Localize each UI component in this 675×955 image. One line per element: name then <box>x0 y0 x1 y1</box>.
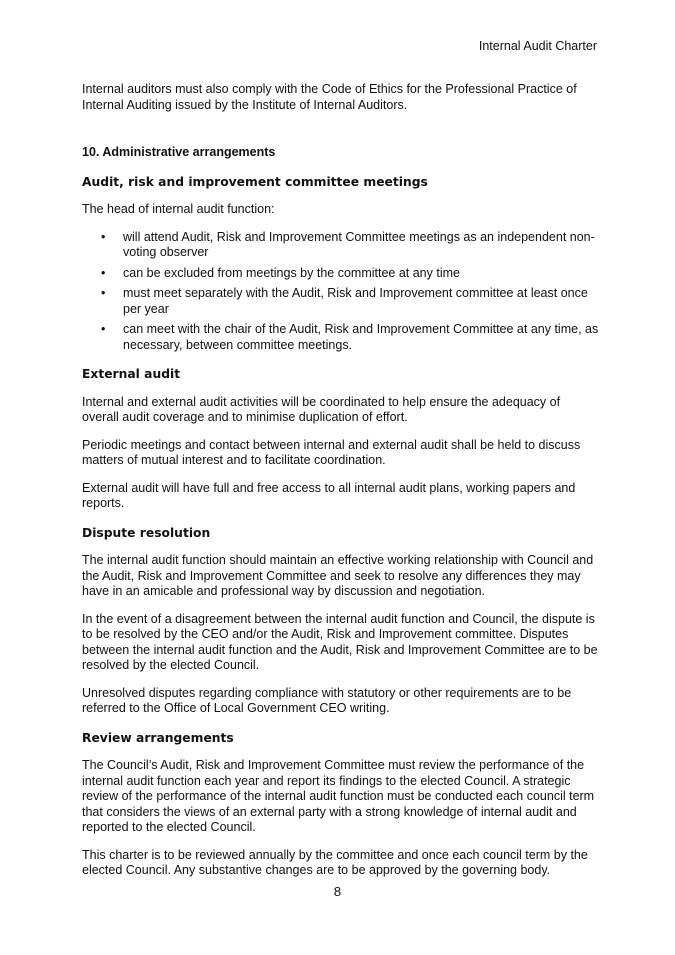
list-item: • will attend Audit, Risk and Improvement Committee meetings as an independent non-voting observer <box>82 230 599 261</box>
paragraph: External audit will have full and free access to all internal audit plans, working papers and reports. <box>82 480 576 510</box>
paragraph: The internal audit function should maintain an effective working relationship with Council and the Audit, Risk and Improvement Committee and seek to resolve any differences they may have in an amicable and professional way by discussion and negotiation. <box>82 553 594 598</box>
list-item: • must meet separately with the Audit, Risk and Improvement committee at least once per year <box>82 286 599 317</box>
dispute-resolution-heading: Dispute resolution <box>82 525 211 540</box>
section-title: 10. Administrative arrangements <box>82 145 276 159</box>
list-item: • can be excluded from meetings by the committee at any time <box>82 266 599 282</box>
paragraph: In the event of a disagreement between the internal audit function and Council, the dispute is to be resolved by the CEO and/or the Audit, Risk and Improvement committee. Disputes between the internal audit function and the Audit, Risk and Improvement Committee are to be resolved by the elected Council. <box>82 611 598 672</box>
committee-heading: Audit, risk and improvement committee meetings <box>82 174 428 189</box>
page-number: 8 <box>333 884 342 899</box>
paragraph: Internal and external audit activities will be coordinated to help ensure the adequacy of overall audit coverage and to minimise duplication of effort. <box>82 394 561 424</box>
intro-paragraph: Internal auditors must also comply with the Code of Ethics for the Professional Practice of Internal Auditing issued by the Institute of Internal Auditors. <box>82 82 577 112</box>
paragraph: This charter is to be reviewed annually by the committee and once each council term by the elected Council. Any substantive changes are to be approved by the governing body. <box>82 847 588 877</box>
paragraph: Periodic meetings and contact between internal and external audit shall be held to discuss matters of mutual interest and to facilitate coordination. <box>82 437 581 467</box>
committee-lead: The head of internal audit function: <box>82 202 275 216</box>
review-arrangements-heading: Review arrangements <box>82 730 234 745</box>
committee-bullet-list <box>82 230 599 354</box>
paragraph: Unresolved disputes regarding compliance with statutory or other requirements are to be referred to the Office of Local Government CEO writing. <box>82 685 572 715</box>
list-item: • can meet with the chair of the Audit, Risk and Improvement Committee at any time, as necessary, between committee meetings. <box>82 322 599 353</box>
external-audit-heading: External audit <box>82 367 181 381</box>
running-header: Internal Audit Charter <box>478 39 597 53</box>
paragraph: The Council’s Audit, Risk and Improvement Committee must review the performance of the internal audit function each year and report its findings to the elected Council. A strategic review of the performance of the internal audit function must be conducted each council term that considers the views of an external party with a strong knowledge of internal audit and reported to the elected Council. <box>82 758 595 834</box>
page-body <box>82 82 599 879</box>
